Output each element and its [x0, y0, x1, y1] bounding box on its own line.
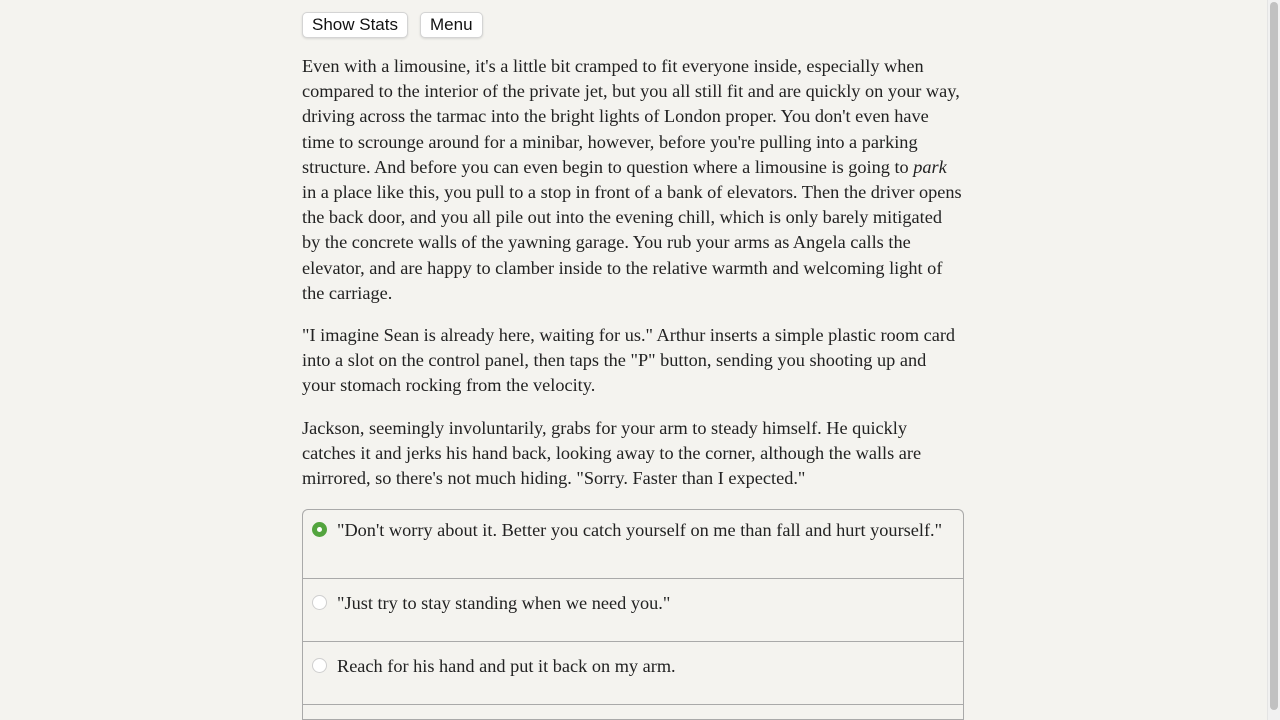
choice-label: Reach for his hand and put it back on my arm. — [337, 656, 676, 677]
main-content — [302, 12, 964, 720]
show-stats-button[interactable]: Show Stats — [302, 12, 408, 38]
choice-option-3[interactable] — [303, 642, 963, 705]
story-passage — [302, 54, 964, 491]
passage-text: Even with a limousine, it's a little bit cramped to fit everyone inside, especially when compared to the interior of the private jet, but you all still fit and are quickly on your way, driving across the tarmac into the bright lights of London proper. You don't even have time to scrounge around for a minibar, however, before you're pulling into a parking structure. And before you can even begin to question where a limousine is going to — [302, 56, 960, 177]
scrollbar[interactable] — [1267, 0, 1280, 720]
radio-unselected-icon[interactable] — [312, 595, 327, 610]
passage-paragraph-3: Jackson, seemingly involuntarily, grabs for your arm to steady himself. He quickly catches it and jerks his hand back, looking away to the corner, although the walls are mirrored, so there's not much hiding. "Sorry. Faster than I expected." — [302, 417, 922, 489]
choice-option-4[interactable] — [303, 705, 963, 720]
choice-label: "Don't worry about it. Better you catch yourself on me than fall and hurt yourself." — [337, 520, 943, 541]
menu-button[interactable]: Menu — [420, 12, 483, 38]
choice-list — [302, 509, 964, 720]
passage-paragraph-2: "I imagine Sean is already here, waiting for us." Arthur inserts a simple plastic room card into a slot on the control panel, then taps the "P" button, sending you shooting up and your stomach rocking from the velocity. — [302, 325, 956, 396]
passage-paragraph-1 — [302, 54, 964, 306]
choice-option-2[interactable] — [303, 579, 963, 642]
top-toolbar — [302, 12, 964, 38]
choice-option-1[interactable] — [303, 510, 963, 579]
radio-unselected-icon[interactable] — [312, 658, 327, 673]
passage-text: in a place like this, you pull to a stop in front of a bank of elevators. Then the driver opens the back door, and you all pile out into the evening chill, which is only barely mitigated by the concrete walls of the yawning garage. You rub your arms as Angela calls the elevator, and are happy to clamber inside to the relative warmth and welcoming light of the carriage. — [302, 182, 962, 303]
choice-label: "Just try to stay standing when we need you." — [337, 593, 671, 614]
emphasized-word: park — [913, 156, 947, 177]
scrollbar-thumb[interactable] — [1270, 2, 1278, 710]
radio-selected-icon[interactable] — [312, 522, 327, 537]
